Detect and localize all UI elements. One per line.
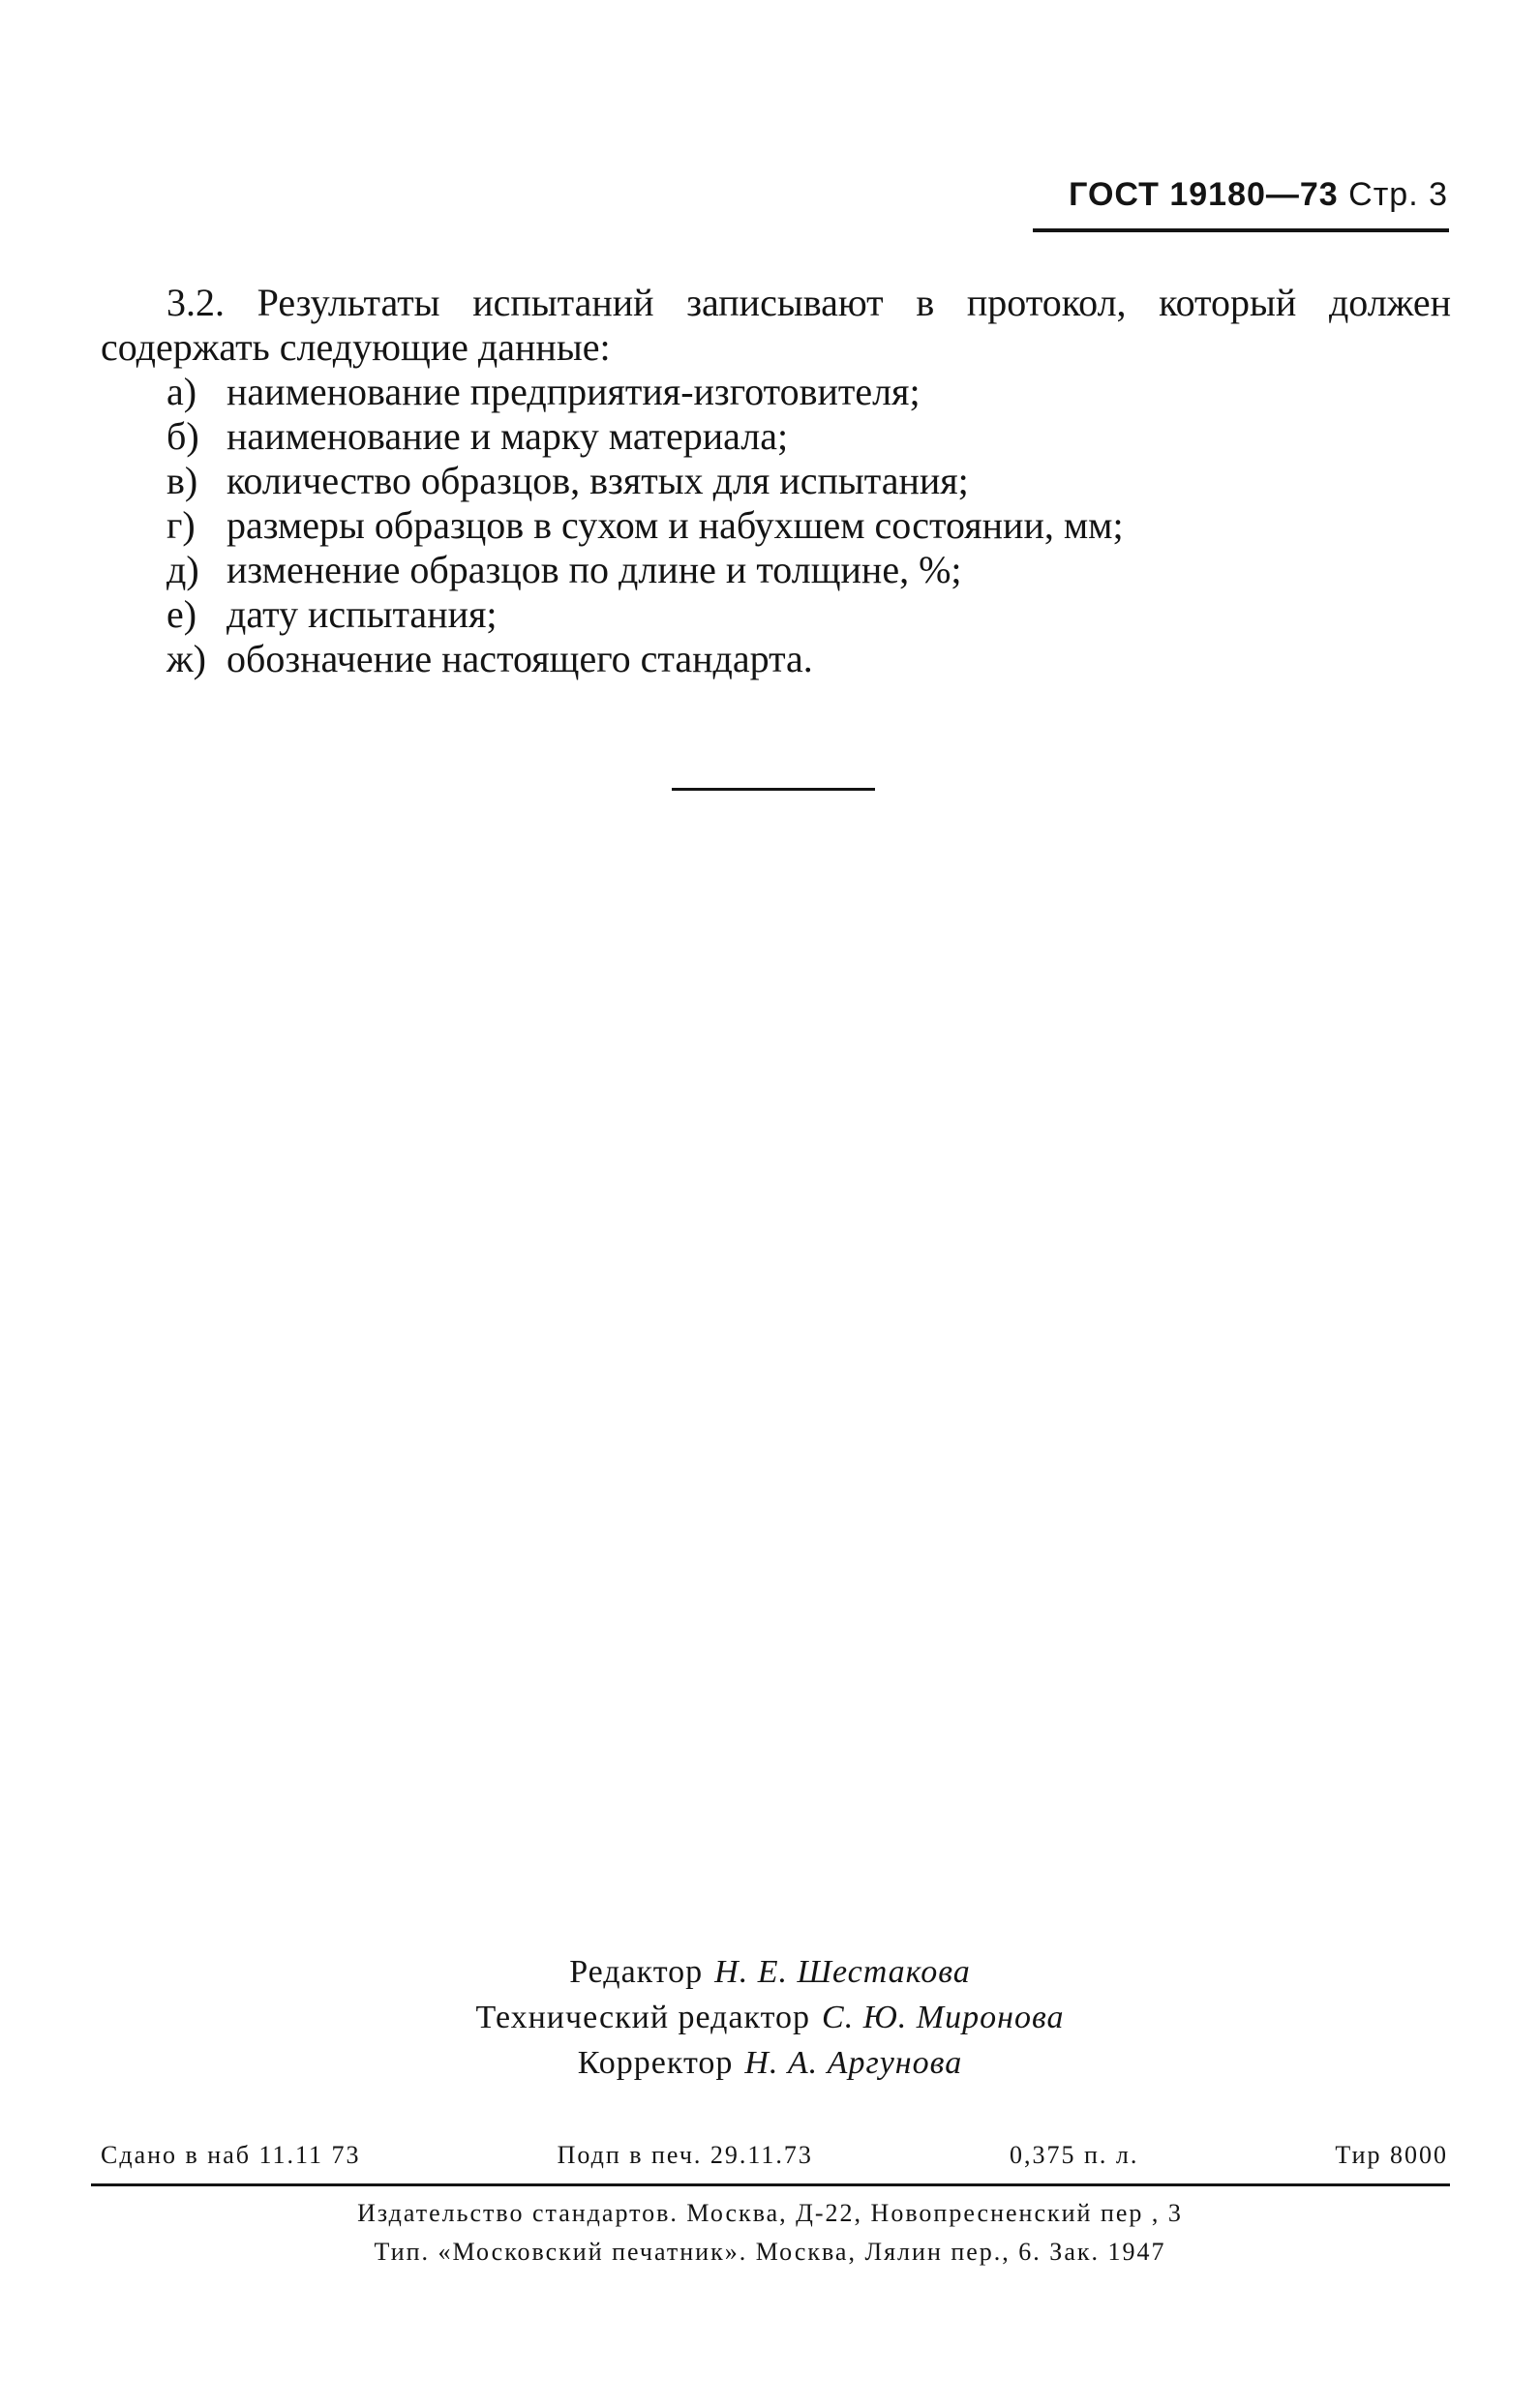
imprint-submitted: Сдано в наб 11.11 73 <box>101 2141 361 2169</box>
imprint-signed: Подп в печ. 29.11.73 <box>557 2141 813 2169</box>
section-end-rule <box>672 788 875 791</box>
credit-name: Н. Е. Шестакова <box>714 1954 971 1990</box>
list-item <box>101 370 1451 414</box>
page-header <box>1069 176 1448 214</box>
imprint-sheets: 0,375 п. л. <box>1009 2141 1139 2169</box>
list-item <box>101 414 1451 459</box>
imprint-row <box>101 2141 1448 2170</box>
list-item <box>101 503 1451 548</box>
publisher-block <box>0 2194 1540 2272</box>
credit-line <box>0 1949 1540 1995</box>
list-text: размеры образцов в сухом и набухшем состоянии, мм; <box>226 503 1124 547</box>
list-text: изменение образцов по длине и толщине, %; <box>226 548 962 591</box>
credit-name: С. Ю. Миронова <box>822 2000 1065 2035</box>
credit-role: Технический редактор <box>475 2000 811 2035</box>
list-text: наименование предприятия-изготовителя; <box>226 370 921 413</box>
list-text: дату испытания; <box>226 592 498 636</box>
list-marker: е) <box>166 592 197 636</box>
list-marker: в) <box>166 459 198 502</box>
section-intro: 3.2. Результаты испытаний записывают в протокол, который должен содержать следующие данные: <box>101 281 1451 369</box>
credits-block <box>0 1949 1540 2086</box>
list-marker: д) <box>166 548 199 591</box>
imprint-rule <box>91 2183 1450 2186</box>
imprint-circulation: Тир 8000 <box>1335 2141 1448 2169</box>
credit-role: Редактор <box>569 1954 704 1990</box>
list-item <box>101 637 1451 681</box>
credit-role: Корректор <box>577 2045 734 2081</box>
publisher-line: Издательство стандартов. Москва, Д-22, Новопресненский пер , 3 <box>357 2199 1183 2227</box>
list-marker: б) <box>166 414 199 458</box>
list-item <box>101 592 1451 637</box>
document-title: ГОСТ 19180—73 <box>1069 176 1339 213</box>
list-item <box>101 548 1451 592</box>
printer-line: Тип. «Московский печатник». Москва, Лялин пер., 6. Зак. 1947 <box>374 2238 1166 2266</box>
list-text: наименование и марку материала; <box>226 414 789 458</box>
credit-line <box>0 2040 1540 2086</box>
list-item <box>101 459 1451 503</box>
header-rule <box>1033 228 1449 232</box>
list-text: количество образцов, взятых для испытания; <box>226 459 969 502</box>
list-text: обозначение настоящего стандарта. <box>226 637 813 680</box>
main-content <box>101 281 1451 681</box>
list-marker: а) <box>166 370 197 413</box>
list-marker: ж) <box>166 637 206 680</box>
credit-name: Н. А. Аргунова <box>744 2045 963 2081</box>
requirements-list <box>101 370 1451 681</box>
page-number: Стр. 3 <box>1348 176 1448 213</box>
credit-line <box>0 1995 1540 2040</box>
list-marker: г) <box>166 503 196 547</box>
